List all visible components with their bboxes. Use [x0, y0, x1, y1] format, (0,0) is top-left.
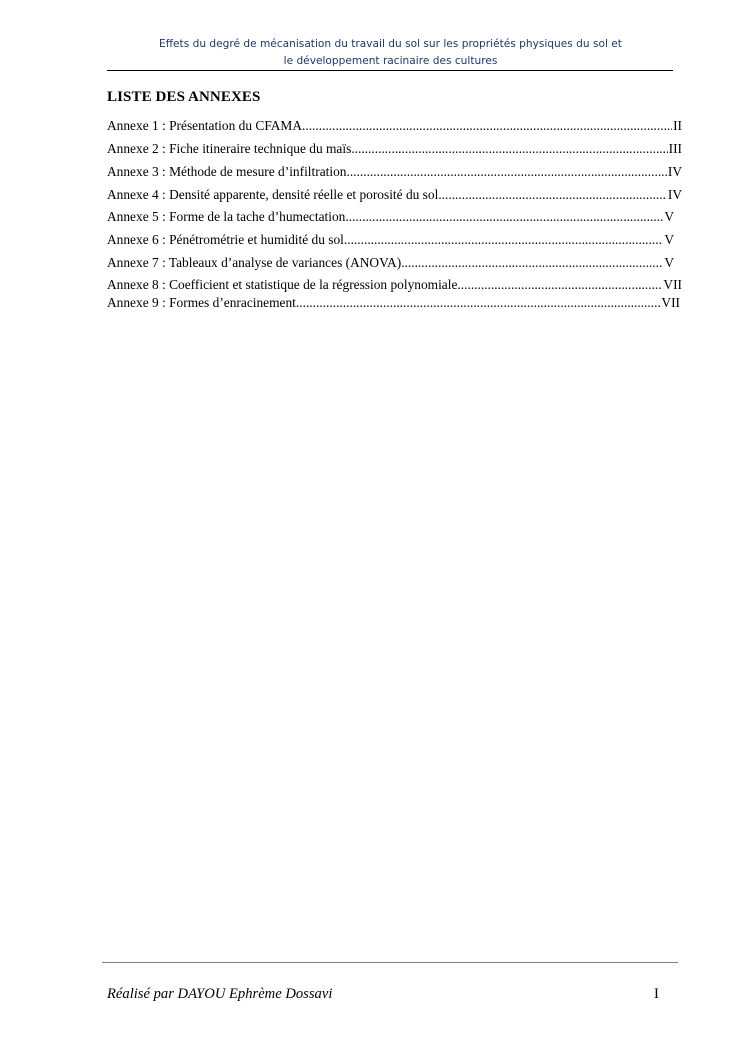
toc-entry-label: Annexe 7 : Tableaux d’analyse de variances (ANOVA): [107, 255, 402, 270]
toc-entry-annexe-9[interactable]: [107, 294, 680, 312]
dot-leader: [401, 254, 663, 272]
toc-entry-label: Annexe 1 : Présentation du CFAMA: [107, 118, 303, 133]
dot-leader: [351, 140, 667, 158]
toc-entry-annexe-5[interactable]: [107, 208, 674, 231]
dot-leader: [296, 294, 661, 312]
toc-entry-annexe-3[interactable]: [107, 163, 682, 186]
toc-entry-page: V: [664, 232, 674, 247]
dot-leader: [344, 231, 663, 249]
running-header: [108, 36, 673, 70]
toc-entry-page: V: [664, 209, 674, 224]
toc-entry-annexe-1[interactable]: [107, 117, 682, 140]
toc-entry-page: IV: [667, 164, 682, 179]
page-number: I: [654, 986, 659, 1002]
toc-entry-page: VII: [661, 295, 680, 310]
toc-entry-label: Annexe 4 : Densité apparente, densité réelle et porosité du sol: [107, 187, 439, 202]
annex-list: [107, 117, 682, 312]
dot-leader: [438, 186, 667, 204]
toc-entry-page: V: [664, 255, 674, 270]
running-header-line-2: le développement racinaire des cultures: [283, 55, 498, 67]
toc-entry-label: Annexe 5 : Forme de la tache d’humectation: [107, 209, 346, 224]
toc-entry-label: Annexe 9 : Formes d’enracinement: [107, 295, 296, 310]
toc-entry-page: III: [668, 141, 682, 156]
footer-author: Réalisé par DAYOU Ephrème Dossavi: [107, 986, 333, 1002]
toc-entry-annexe-7[interactable]: [107, 254, 674, 276]
toc-entry-annexe-2[interactable]: [107, 140, 682, 163]
running-header-line-1: Effets du degré de mécanisation du travail du sol sur les propriétés physiques du sol et: [159, 38, 622, 50]
toc-entry-label: Annexe 2 : Fiche itineraire technique du maïs: [107, 141, 352, 156]
dot-leader: [346, 163, 666, 181]
dot-leader: [302, 117, 672, 135]
toc-entry-label: Annexe 3 : Méthode de mesure d’infiltration: [107, 164, 347, 179]
toc-entry-annexe-6[interactable]: [107, 231, 674, 254]
toc-entry-page: II: [673, 118, 682, 133]
toc-entry-page: VII: [663, 277, 682, 292]
toc-entry-label: Annexe 6 : Pénétrométrie et humidité du sol: [107, 232, 344, 247]
toc-entry-annexe-8[interactable]: [107, 276, 682, 294]
toc-entry-annexe-4[interactable]: [107, 186, 682, 208]
dot-leader: [345, 208, 663, 226]
dot-leader: [457, 276, 662, 294]
toc-entry-page: IV: [667, 187, 682, 202]
header-divider: [107, 70, 673, 71]
footer-divider: [102, 962, 678, 963]
section-title: LISTE DES ANNEXES: [107, 89, 261, 105]
toc-entry-label: Annexe 8 : Coefficient et statistique de la régression polynomiale: [107, 277, 458, 292]
